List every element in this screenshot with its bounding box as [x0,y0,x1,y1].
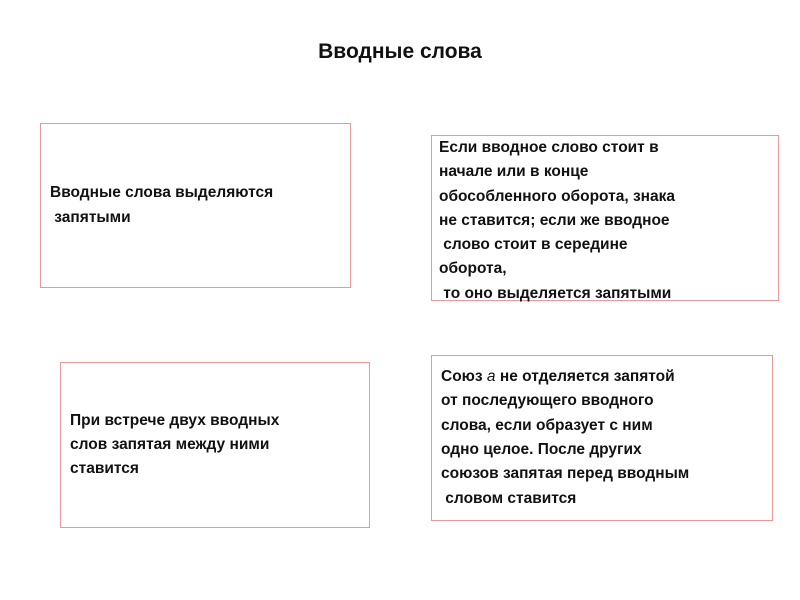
rule-line: Если вводное слово стоит в [439,139,659,156]
rule-line: обособленного оборота, знака [439,187,676,205]
rule-line: словом ставится [441,489,577,507]
rule-line: одно целое. После других [441,441,642,458]
rule-line: Вводные слова выделяются [50,184,274,202]
rule-line: Союз а не отделяется запятой [441,368,675,386]
rule-line: слов запятая между ними [70,435,270,453]
rule-line: то оно выделяется запятыми [439,284,672,302]
rule-line: слова, если образует с ним [441,416,653,434]
page-title: Вводные слова [318,40,482,63]
rule-line: слово стоит в середине [439,236,628,254]
conjunction-a: а [486,368,496,386]
rule-box-conjunction [431,355,773,521]
rule-line: ставится [70,460,139,478]
rule-line: от последующего вводного [441,392,654,410]
rule-line: запятыми [50,208,131,226]
rule-line: союзов запятая перед вводным [441,465,690,483]
rule-box-position [431,135,779,301]
rule-box-commas [40,123,351,288]
rule-line: оборота, [439,260,507,278]
rule-line: не ставится; если же вводное [439,211,670,229]
rule-line: начале или в конце [439,163,589,181]
rule-box-two-words [60,362,370,528]
rule-line: При встрече двух вводных [70,411,280,429]
